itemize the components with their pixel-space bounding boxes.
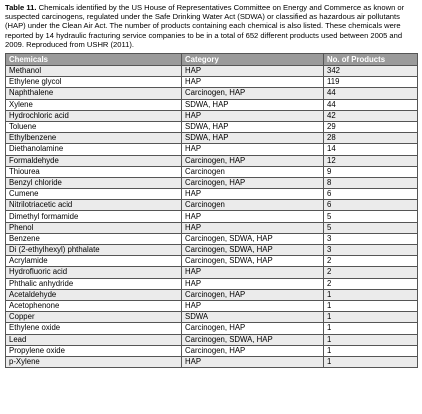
cell-chemical: Hydrochloric acid [6,110,182,121]
cell-products: 5 [324,222,418,233]
cell-category: SDWA, HAP [182,133,324,144]
cell-category: SDWA [182,312,324,323]
table-row [6,334,418,345]
cell-chemical: Phthalic anhydride [6,278,182,289]
cell-category: HAP [182,211,324,222]
cell-products: 6 [324,189,418,200]
cell-products: 1 [324,323,418,334]
cell-chemical: Acrylamide [6,256,182,267]
cell-products: 12 [324,155,418,166]
cell-chemical: Diethanolamine [6,144,182,155]
cell-products: 1 [324,356,418,367]
cell-category: Carcinogen [182,200,324,211]
chemicals-table [5,53,418,368]
cell-category: SDWA, HAP [182,121,324,132]
cell-products: 2 [324,267,418,278]
cell-chemical: Nitrilotriacetic acid [6,200,182,211]
cell-chemical: Naphthalene [6,88,182,99]
table-row [6,345,418,356]
table-row [6,189,418,200]
table-caption-text: Chemicals identified by the US House of Representatives Committee on Energy and Commerce as known or suspected carcinogens, regulated under the Safe Drinking Water Act (SDWA) or classified as hazardous air pollutants (HAP) under the Clean Air Act. The number of products containing each chemical is also listed. These chemicals were reported by 14 hydraulic fracturing service companies to be in a total of 652 different products used between 2005 and 2009. Reproduced from USHR (2011). [5,3,405,49]
cell-products: 29 [324,121,418,132]
table-row [6,77,418,88]
cell-products: 1 [324,300,418,311]
table-row [6,200,418,211]
table-row [6,66,418,77]
table-row [6,312,418,323]
cell-chemical: Methanol [6,66,182,77]
cell-category: Carcinogen, HAP [182,345,324,356]
cell-products: 119 [324,77,418,88]
cell-products: 1 [324,345,418,356]
cell-products: 3 [324,245,418,256]
cell-chemical: Ethylene oxide [6,323,182,334]
cell-products: 44 [324,99,418,110]
cell-chemical: Cumene [6,189,182,200]
table-row [6,211,418,222]
cell-chemical: Propylene oxide [6,345,182,356]
table-row [6,177,418,188]
header-chemicals: Chemicals [6,54,182,66]
cell-category: Carcinogen, SDWA, HAP [182,245,324,256]
table-row [6,166,418,177]
table-row [6,267,418,278]
table-body [6,66,418,368]
cell-chemical: Formaldehyde [6,155,182,166]
cell-products: 1 [324,334,418,345]
cell-chemical: Ethylbenzene [6,133,182,144]
cell-chemical: Ethylene glycol [6,77,182,88]
table-row [6,300,418,311]
cell-products: 9 [324,166,418,177]
table-row [6,289,418,300]
cell-chemical: Hydrofluoric acid [6,267,182,278]
cell-category: Carcinogen, HAP [182,88,324,99]
cell-category: HAP [182,300,324,311]
header-products: No. of Products [324,54,418,66]
table-row [6,155,418,166]
cell-products: 342 [324,66,418,77]
cell-chemical: Di (2-ethylhexyl) phthalate [6,245,182,256]
cell-category: Carcinogen, SDWA, HAP [182,233,324,244]
cell-products: 2 [324,278,418,289]
cell-category: HAP [182,278,324,289]
table-row [6,245,418,256]
table-row [6,99,418,110]
cell-chemical: Dimethyl formamide [6,211,182,222]
table-row [6,256,418,267]
cell-category: HAP [182,267,324,278]
cell-products: 8 [324,177,418,188]
table-caption [5,3,417,49]
cell-category: HAP [182,222,324,233]
cell-products: 14 [324,144,418,155]
cell-products: 3 [324,233,418,244]
cell-chemical: Benzene [6,233,182,244]
cell-category: Carcinogen [182,166,324,177]
cell-category: HAP [182,189,324,200]
cell-chemical: Phenol [6,222,182,233]
cell-category: Carcinogen, HAP [182,155,324,166]
cell-category: HAP [182,144,324,155]
cell-chemical: Thiourea [6,166,182,177]
cell-chemical: Toluene [6,121,182,132]
cell-chemical: Copper [6,312,182,323]
cell-products: 2 [324,256,418,267]
cell-chemical: Lead [6,334,182,345]
document [5,3,417,368]
cell-category: Carcinogen, HAP [182,289,324,300]
table-row [6,233,418,244]
cell-chemical: Benzyl chloride [6,177,182,188]
cell-category: Carcinogen, SDWA, HAP [182,256,324,267]
table-row [6,110,418,121]
cell-category: HAP [182,66,324,77]
cell-products: 1 [324,312,418,323]
table-row [6,222,418,233]
cell-category: HAP [182,77,324,88]
cell-products: 42 [324,110,418,121]
table-header-row [6,54,418,66]
cell-category: Carcinogen, HAP [182,323,324,334]
table-row [6,278,418,289]
table-row [6,121,418,132]
cell-products: 6 [324,200,418,211]
cell-chemical: Xylene [6,99,182,110]
cell-category: HAP [182,110,324,121]
cell-products: 1 [324,289,418,300]
cell-category: Carcinogen, SDWA, HAP [182,334,324,345]
cell-category: SDWA, HAP [182,99,324,110]
cell-products: 44 [324,88,418,99]
cell-category: Carcinogen, HAP [182,177,324,188]
table-row [6,144,418,155]
table-row [6,356,418,367]
cell-chemical: Acetaldehyde [6,289,182,300]
cell-category: HAP [182,356,324,367]
table-row [6,133,418,144]
cell-products: 5 [324,211,418,222]
cell-products: 28 [324,133,418,144]
cell-chemical: Acetophenone [6,300,182,311]
table-caption-label: Table 11. [5,3,37,12]
cell-chemical: p-Xylene [6,356,182,367]
table-row [6,88,418,99]
header-category: Category [182,54,324,66]
table-row [6,323,418,334]
